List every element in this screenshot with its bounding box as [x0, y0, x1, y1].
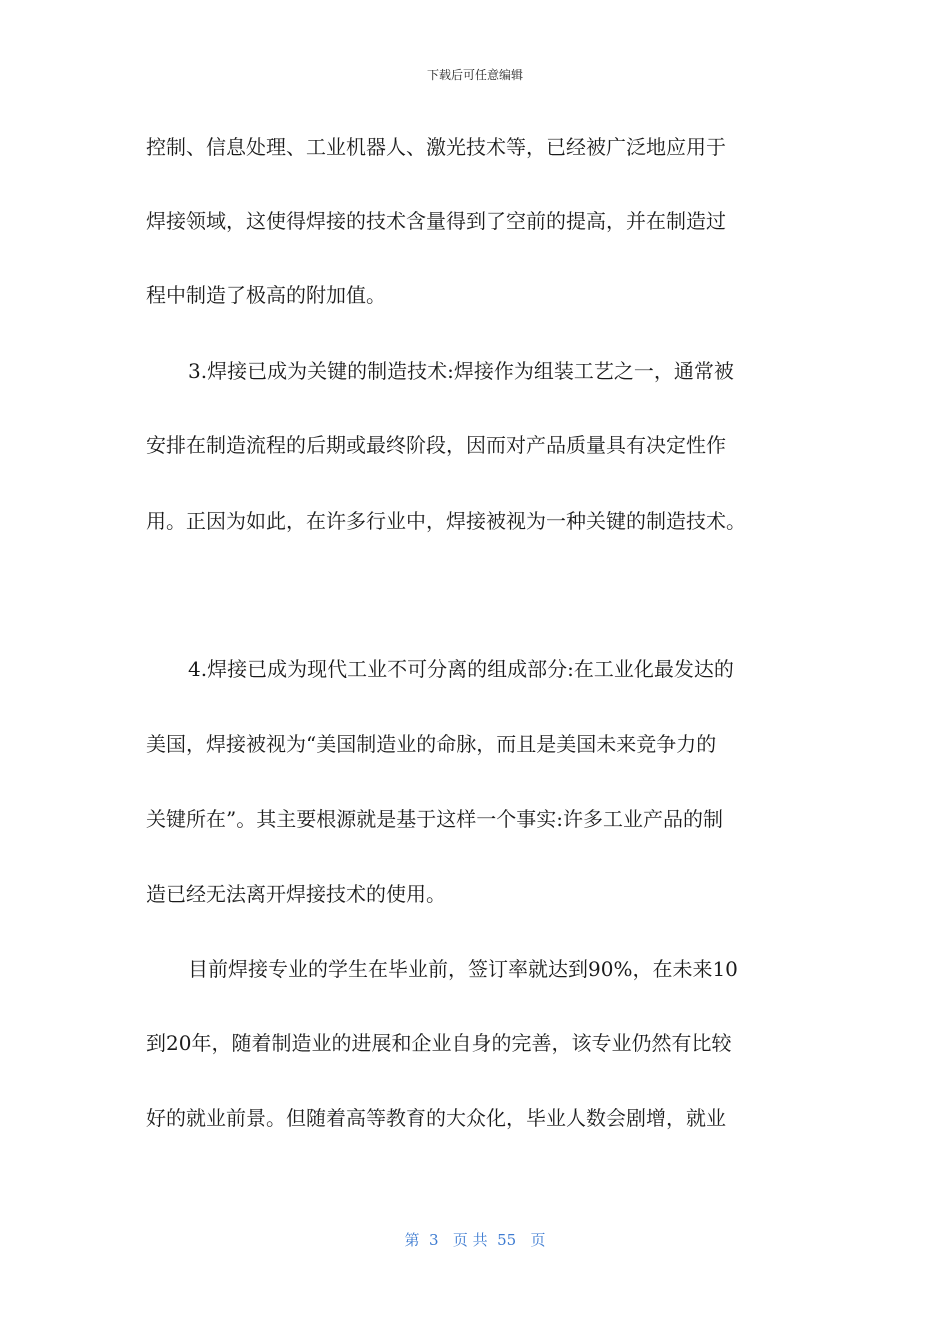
body-line: 控制、信息处理、工业机器人、激光技术等，已经被广泛地应用于	[146, 135, 726, 159]
body-line: 4.焊接已成为现代工业不可分离的组成部分:在工业化最发达的	[188, 657, 734, 681]
body-line: 焊接领域，这使得焊接的技术含量得到了空前的提高，并在制造过	[146, 209, 726, 233]
body-line: 目前焊接专业的学生在毕业前，签订率就达到90%，在未来10	[188, 957, 738, 981]
page-footer: 第 3 页 共 55 页	[404, 1231, 546, 1249]
body-line: 好的就业前景。但随着高等教育的大众化，毕业人数会剧增，就业	[146, 1106, 726, 1130]
body-line: 到20年，随着制造业的进展和企业自身的完善，该专业仍然有比较	[146, 1031, 732, 1055]
body-line: 关键所在”。其主要根源就是基于这样一个事实:许多工业产品的制	[146, 807, 723, 831]
body-line: 用。正因为如此，在许多行业中，焊接被视为一种关键的制造技术。	[146, 509, 746, 533]
body-line: 程中制造了极高的附加值。	[146, 283, 386, 307]
body-line: 3.焊接已成为关键的制造技术:焊接作为组装工艺之一，通常被	[188, 359, 734, 383]
page-header: 下载后可任意编辑	[426, 68, 523, 82]
body-line: 美国，焊接被视为“美国制造业的命脉，而且是美国未来竞争力的	[146, 732, 717, 756]
body-line: 安排在制造流程的后期或最终阶段，因而对产品质量具有决定性作	[146, 433, 726, 457]
body-line: 造已经无法离开焊接技术的使用。	[146, 882, 446, 906]
